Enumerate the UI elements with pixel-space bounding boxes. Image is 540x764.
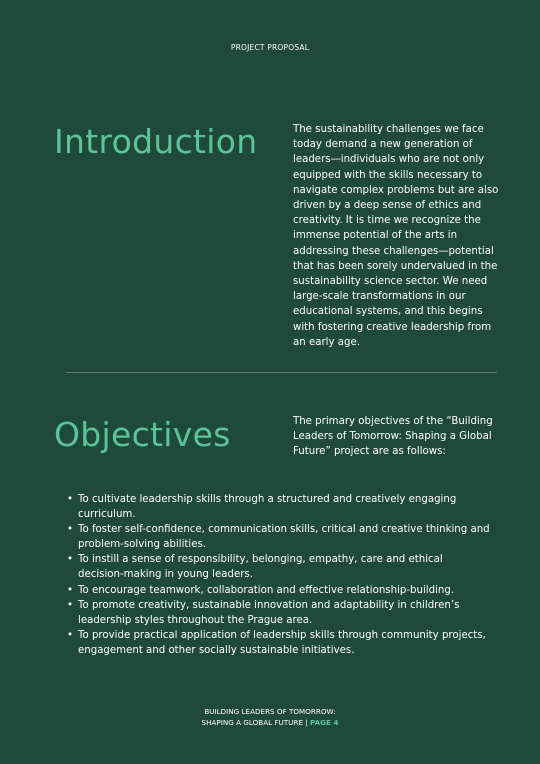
header-label: PROJECT PROPOSAL	[230, 43, 310, 52]
list-item	[67, 628, 490, 658]
bullet-icon: •	[67, 494, 74, 505]
bullet-icon: •	[67, 599, 74, 611]
bullet-icon: •	[67, 629, 74, 641]
objective-text: To promote creativity, sustainable innovation and adaptability in children’s leadership styles throughout the Prague area.	[78, 599, 460, 626]
page-number: PAGE 4	[309, 718, 339, 727]
section-divider	[66, 372, 497, 373]
list-item	[67, 552, 490, 582]
objective-text: To encourage teamwork, collaboration and effective relationship-building.	[78, 584, 455, 596]
objective-text: To instill a sense of responsibility, belonging, empathy, care and ethical decision-making in young leaders.	[78, 554, 443, 581]
list-item	[67, 492, 490, 522]
list-item	[67, 598, 490, 628]
objectives-title: Objectives	[54, 415, 231, 454]
footer-line-1: BUILDING LEADERS OF TOMORROW:	[204, 707, 336, 716]
bullet-icon: •	[67, 584, 74, 596]
bullet-icon: •	[67, 524, 74, 536]
list-item	[67, 522, 490, 552]
objective-text: To cultivate leadership skills through a structured and creatively engaging curriculum.	[78, 494, 457, 521]
objective-text: To foster self-confidence, communication skills, critical and creative thinking and problem-solving abilities.	[78, 524, 490, 551]
footer-line-2	[0, 717, 540, 728]
objective-text: To provide practical application of leadership skills through community projects, engagement and other socially sustainable initiatives.	[78, 629, 486, 656]
introduction-body: The sustainability challenges we face today demand a new generation of leaders—individuals who are not only equipped with the skills necessary to navigate complex problems but are also driven by a deep sense of ethics and creativity. It is time we recognize the immense potential of the arts in addressing these challenges—potential that has been sorely undervalued in the sustainability science sector. We need large-scale transformations in our educational systems, and this begins with fostering creative leadership from an early age.	[293, 124, 499, 348]
list-item	[67, 583, 490, 598]
footer	[0, 706, 540, 728]
footer-subtitle: SHAPING A GLOBAL FUTURE |	[201, 718, 308, 727]
introduction-title: Introduction	[54, 122, 258, 161]
objectives-list	[66, 492, 490, 658]
bullet-icon: •	[67, 554, 74, 566]
objectives-intro: The primary objectives of the “Building Leaders of Tomorrow: Shaping a Global Future” project are as follows:	[293, 416, 493, 458]
